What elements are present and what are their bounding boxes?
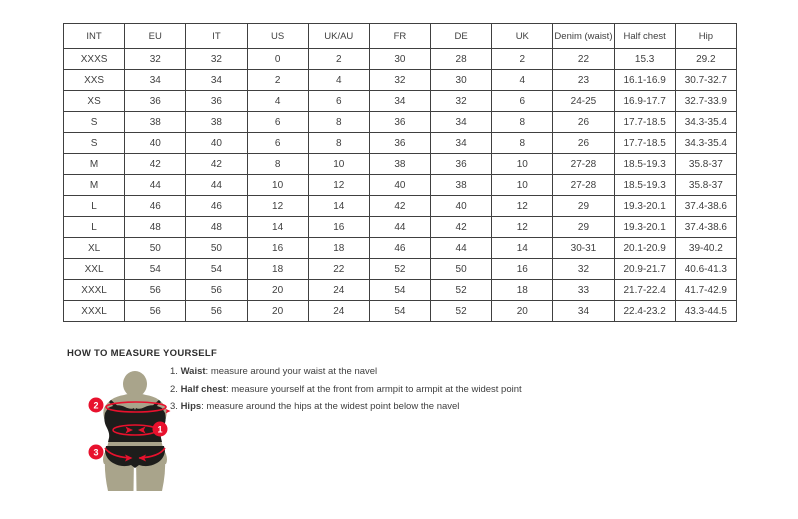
table-cell: S — [64, 133, 125, 154]
table-cell: 54 — [186, 259, 247, 280]
table-cell: 12 — [308, 175, 369, 196]
table-row — [64, 133, 737, 154]
size-chart-table — [63, 23, 737, 322]
table-cell: 40 — [369, 175, 430, 196]
table-cell: 10 — [492, 175, 553, 196]
table-cell: 36 — [431, 154, 492, 175]
table-cell: 40 — [431, 196, 492, 217]
table-cell: 18 — [308, 238, 369, 259]
table-cell: 41.7-42.9 — [675, 280, 736, 301]
table-cell: 10 — [247, 175, 308, 196]
table-cell: 12 — [247, 196, 308, 217]
table-cell: 27-28 — [553, 175, 614, 196]
table-cell: 12 — [492, 196, 553, 217]
table-cell: 44 — [431, 238, 492, 259]
table-cell: 32 — [369, 70, 430, 91]
table-cell: 20.9-21.7 — [614, 259, 675, 280]
table-cell: 2 — [247, 70, 308, 91]
column-header: EU — [125, 24, 186, 49]
table-cell: 54 — [125, 259, 186, 280]
table-row — [64, 112, 737, 133]
table-cell: 33 — [553, 280, 614, 301]
table-cell: 34.3-35.4 — [675, 112, 736, 133]
table-cell: 30 — [431, 70, 492, 91]
table-cell: 17.7-18.5 — [614, 133, 675, 154]
table-cell: 28 — [431, 49, 492, 70]
table-cell: 37.4-38.6 — [675, 217, 736, 238]
column-header: DE — [431, 24, 492, 49]
table-cell: 42 — [125, 154, 186, 175]
table-cell: 40.6-41.3 — [675, 259, 736, 280]
table-cell: 56 — [186, 301, 247, 322]
table-cell: XXXL — [64, 301, 125, 322]
table-cell: 29.2 — [675, 49, 736, 70]
table-cell: 34 — [431, 112, 492, 133]
measure-instruction: 2. Half chest: measure yourself at the front from armpit to armpit at the widest point — [170, 383, 522, 395]
table-cell: 26 — [553, 133, 614, 154]
table-cell: XXS — [64, 70, 125, 91]
table-cell: 6 — [492, 91, 553, 112]
measure-instruction: 3. Hips: measure around the hips at the widest point below the navel — [170, 401, 460, 412]
table-cell: 16.9-17.7 — [614, 91, 675, 112]
table-cell: 42 — [369, 196, 430, 217]
column-header: INT — [64, 24, 125, 49]
table-cell: S — [64, 112, 125, 133]
table-cell: XXXL — [64, 280, 125, 301]
measure-instruction: 1. Waist: measure around your waist at the navel — [170, 366, 378, 377]
table-cell: 56 — [125, 280, 186, 301]
column-header: FR — [369, 24, 430, 49]
table-cell: 24-25 — [553, 91, 614, 112]
table-cell: 20 — [247, 280, 308, 301]
table-cell: 24 — [308, 280, 369, 301]
table-cell: 8 — [308, 133, 369, 154]
table-cell: 35.8-37 — [675, 175, 736, 196]
table-cell: 48 — [125, 217, 186, 238]
table-cell: 32 — [553, 259, 614, 280]
column-header: Denim (waist) — [553, 24, 614, 49]
table-cell: 50 — [125, 238, 186, 259]
table-cell: 48 — [186, 217, 247, 238]
table-cell: 16.1-16.9 — [614, 70, 675, 91]
table-cell: 0 — [247, 49, 308, 70]
table-cell: 16 — [492, 259, 553, 280]
measure-heading: HOW TO MEASURE YOURSELF — [67, 348, 218, 359]
table-cell: 14 — [308, 196, 369, 217]
table-cell: 6 — [247, 112, 308, 133]
badge-half-chest-number: 2 — [93, 400, 99, 411]
table-cell: 36 — [186, 91, 247, 112]
table-cell: 44 — [125, 175, 186, 196]
table-cell: 14 — [247, 217, 308, 238]
table-cell: 34 — [125, 70, 186, 91]
column-header: Hip — [675, 24, 736, 49]
table-cell: 14 — [492, 238, 553, 259]
table-cell: 32 — [186, 49, 247, 70]
table-cell: XS — [64, 91, 125, 112]
table-cell: 2 — [308, 49, 369, 70]
table-cell: 6 — [308, 91, 369, 112]
table-cell: 4 — [308, 70, 369, 91]
table-cell: 36 — [369, 133, 430, 154]
table-cell: 21.7-22.4 — [614, 280, 675, 301]
table-cell: 32 — [431, 91, 492, 112]
table-cell: 50 — [186, 238, 247, 259]
column-header: UK — [492, 24, 553, 49]
table-cell: 30.7-32.7 — [675, 70, 736, 91]
table-row — [64, 91, 737, 112]
table-cell: M — [64, 154, 125, 175]
measure-instructions — [170, 367, 522, 420]
table-cell: 23 — [553, 70, 614, 91]
table-row — [64, 196, 737, 217]
table-cell: 8 — [308, 112, 369, 133]
table-cell: 20.1-20.9 — [614, 238, 675, 259]
table-cell: 36 — [125, 91, 186, 112]
table-cell: 18.5-19.3 — [614, 154, 675, 175]
table-cell: 20 — [492, 301, 553, 322]
table-row — [64, 70, 737, 91]
table-cell: 54 — [369, 301, 430, 322]
table-cell: 30 — [369, 49, 430, 70]
table-cell: 29 — [553, 217, 614, 238]
table-cell: 52 — [369, 259, 430, 280]
table-cell: 54 — [369, 280, 430, 301]
table-cell: 19.3-20.1 — [614, 196, 675, 217]
table-cell: 8 — [492, 112, 553, 133]
table-row — [64, 301, 737, 322]
table-cell: 17.7-18.5 — [614, 112, 675, 133]
table-cell: 22 — [308, 259, 369, 280]
table-cell: 4 — [247, 91, 308, 112]
table-cell: 40 — [186, 133, 247, 154]
column-header: US — [247, 24, 308, 49]
table-cell: 43.3-44.5 — [675, 301, 736, 322]
badge-hips-number: 3 — [93, 447, 99, 458]
table-cell: 37.4-38.6 — [675, 196, 736, 217]
table-cell: 34 — [553, 301, 614, 322]
table-cell: 46 — [369, 238, 430, 259]
table-cell: 18 — [247, 259, 308, 280]
table-cell: 34.3-35.4 — [675, 133, 736, 154]
table-cell: 10 — [492, 154, 553, 175]
table-cell: 38 — [431, 175, 492, 196]
table-cell: 44 — [186, 175, 247, 196]
column-header: IT — [186, 24, 247, 49]
table-cell: 29 — [553, 196, 614, 217]
table-cell: 34 — [431, 133, 492, 154]
table-cell: 46 — [125, 196, 186, 217]
table-cell: XXL — [64, 259, 125, 280]
table-row — [64, 238, 737, 259]
table-row — [64, 175, 737, 196]
table-cell: L — [64, 217, 125, 238]
table-cell: 42 — [431, 217, 492, 238]
table-row — [64, 49, 737, 70]
table-cell: 39-40.2 — [675, 238, 736, 259]
table-cell: 34 — [369, 91, 430, 112]
table-cell: XXXS — [64, 49, 125, 70]
table-cell: 46 — [186, 196, 247, 217]
table-cell: 18 — [492, 280, 553, 301]
table-cell: 22 — [553, 49, 614, 70]
table-row — [64, 217, 737, 238]
table-cell: 56 — [125, 301, 186, 322]
table-cell: 8 — [247, 154, 308, 175]
table-cell: 20 — [247, 301, 308, 322]
table-cell: 19.3-20.1 — [614, 217, 675, 238]
table-cell: 38 — [186, 112, 247, 133]
table-cell: 40 — [125, 133, 186, 154]
table-cell: 10 — [308, 154, 369, 175]
table-cell: 32.7-33.9 — [675, 91, 736, 112]
table-cell: 4 — [492, 70, 553, 91]
table-cell: 38 — [369, 154, 430, 175]
table-cell: 24 — [308, 301, 369, 322]
column-header: Half chest — [614, 24, 675, 49]
table-cell: 27-28 — [553, 154, 614, 175]
table-cell: 38 — [125, 112, 186, 133]
table-cell: 16 — [308, 217, 369, 238]
table-row — [64, 154, 737, 175]
table-cell: 56 — [186, 280, 247, 301]
badge-waist-number: 1 — [157, 424, 163, 435]
table-cell: 8 — [492, 133, 553, 154]
table-cell: 15.3 — [614, 49, 675, 70]
table-cell: 34 — [186, 70, 247, 91]
table-cell: 22.4-23.2 — [614, 301, 675, 322]
table-cell: 50 — [431, 259, 492, 280]
table-cell: M — [64, 175, 125, 196]
table-cell: 6 — [247, 133, 308, 154]
table-cell: 35.8-37 — [675, 154, 736, 175]
table-cell: 32 — [125, 49, 186, 70]
table-cell: 16 — [247, 238, 308, 259]
size-chart-body — [64, 49, 737, 322]
table-cell: 18.5-19.3 — [614, 175, 675, 196]
header-row — [64, 24, 737, 49]
size-chart-head — [64, 24, 737, 49]
table-cell: 26 — [553, 112, 614, 133]
table-row — [64, 259, 737, 280]
table-cell: 52 — [431, 301, 492, 322]
table-row — [64, 280, 737, 301]
table-cell: 12 — [492, 217, 553, 238]
table-cell: 30-31 — [553, 238, 614, 259]
table-cell: L — [64, 196, 125, 217]
table-cell: 36 — [369, 112, 430, 133]
table-cell: 2 — [492, 49, 553, 70]
table-cell: 52 — [431, 280, 492, 301]
table-cell: 42 — [186, 154, 247, 175]
table-cell: XL — [64, 238, 125, 259]
column-header: UK/AU — [308, 24, 369, 49]
table-cell: 44 — [369, 217, 430, 238]
